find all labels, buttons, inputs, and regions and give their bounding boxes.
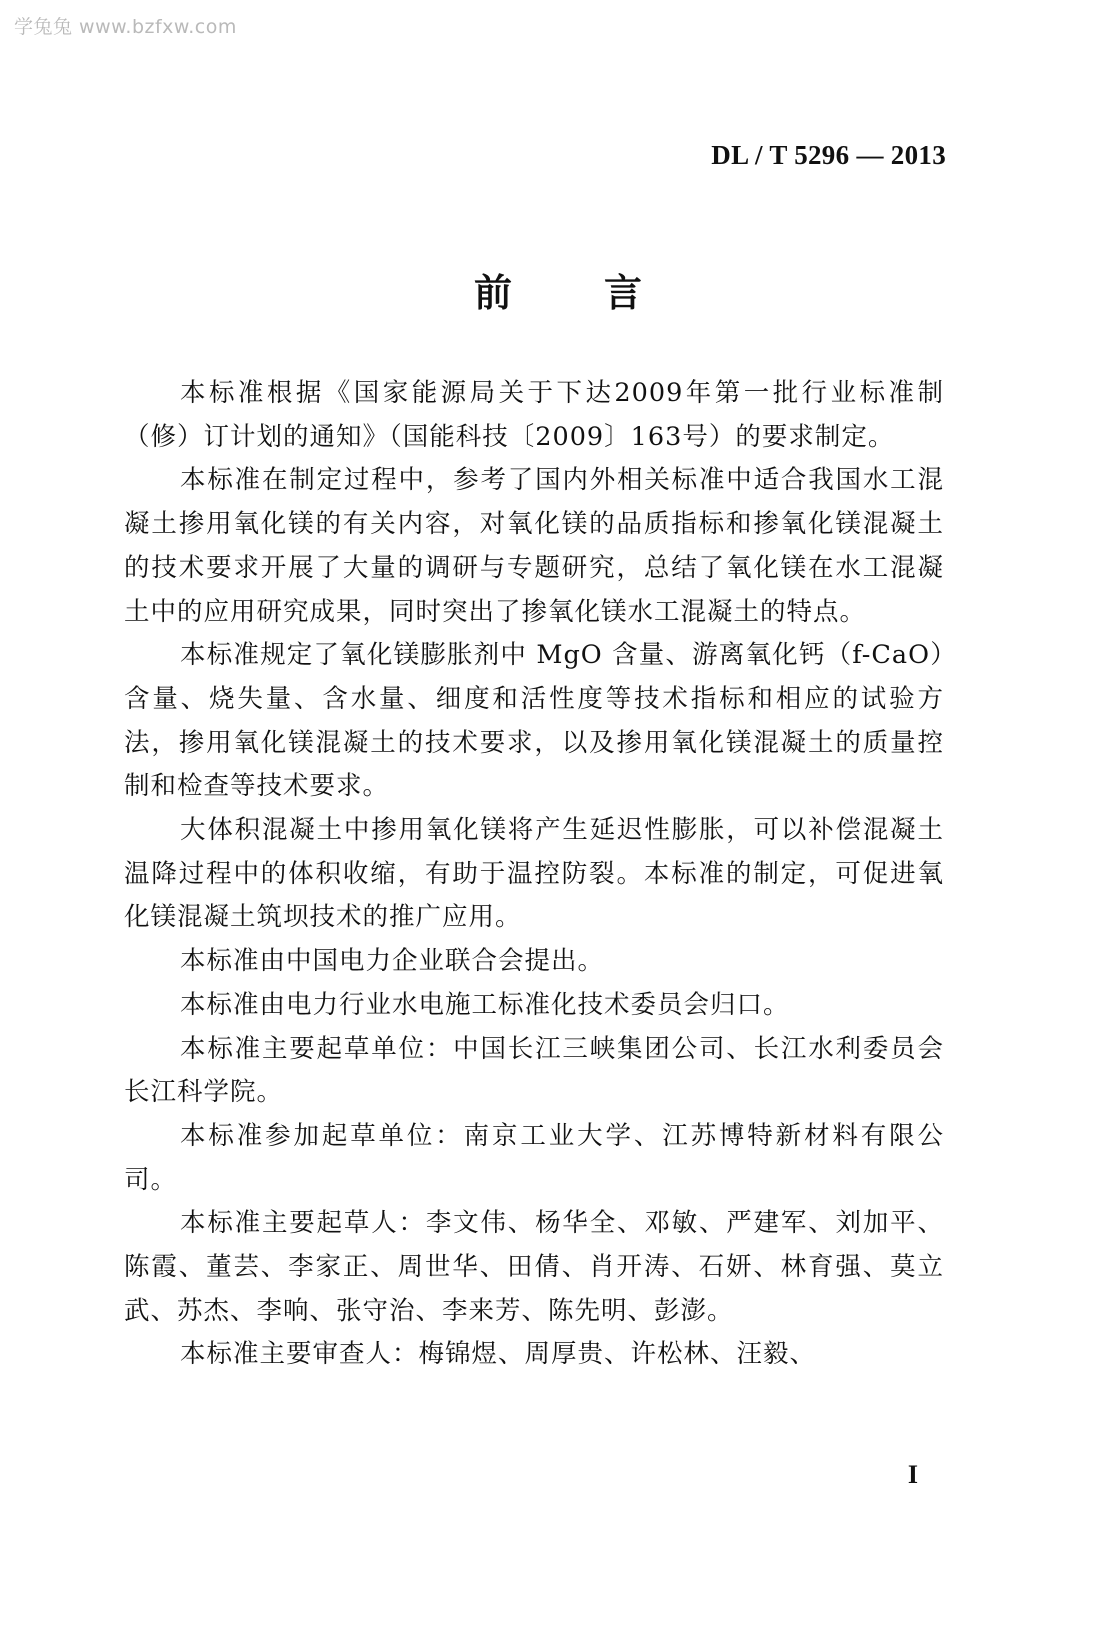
paragraph-main-drafting-units: 本标准主要起草单位：中国长江三峡集团公司、长江水利委员会长江科学院。 xyxy=(124,1033,944,1108)
page-title-char-2: 言 xyxy=(604,271,643,315)
paragraph-main-drafters: 本标准主要起草人：李文伟、杨华全、邓敏、严建军、刘加平、陈霞、董芸、李家正、周世华、田倩、肖开涛、石妍、林育强、莫立武、苏杰、李响、张守治、李来芳、陈先明、彭澎。 xyxy=(124,1208,944,1326)
paragraph-basis: 本标准根据《国家能源局关于下达2009年第一批行业标准制（修）订计划的通知》（国能科技〔2009〕163号）的要求制定。 xyxy=(124,378,944,452)
paragraph-scope: 本标准规定了氧化镁膨胀剂中 MgO 含量、游离氧化钙（f-CaO）含量、烧失量、含水量、细度和活性度等技术指标和相应的试验方法，掺用氧化镁混凝土的技术要求，以及掺用氧化镁混凝土的质量控制和检查等技术要求。 xyxy=(124,640,944,802)
document-code: DL / T 5296 — 2013 xyxy=(711,140,946,170)
paragraph-benefit: 大体积混凝土中掺用氧化镁将产生延迟性膨胀，可以补偿混凝土温降过程中的体积收缩，有助于温控防裂。本标准的制定，可促进氧化镁混凝土筑坝技术的推广应用。 xyxy=(124,815,944,933)
page-title xyxy=(0,262,1116,317)
paragraph-committee: 本标准由电力行业水电施工标准化技术委员会归口。 xyxy=(180,989,790,1020)
watermark-text: 学兔兔 www.bzfxw.com xyxy=(14,16,237,38)
paragraph-process: 本标准在制定过程中，参考了国内外相关标准中适合我国水工混凝土掺用氧化镁的有关内容，对氧化镁的品质指标和掺氧化镁混凝土的技术要求开展了大量的调研与专题研究，总结了氧化镁在水工混凝土中的应用研究成果，同时突出了掺氧化镁水工混凝土的特点。 xyxy=(124,465,944,627)
paragraph-participating-units: 本标准参加起草单位：南京工业大学、江苏博特新材料有限公司。 xyxy=(124,1120,944,1195)
paragraph-main-reviewers: 本标准主要审查人：梅锦煜、周厚贵、许松林、汪毅、 xyxy=(180,1339,817,1370)
paragraph-proposer: 本标准由中国电力企业联合会提出。 xyxy=(180,946,605,977)
page-number: I xyxy=(907,1460,918,1489)
page-title-char-1: 前 xyxy=(473,271,512,315)
foreword-body xyxy=(124,372,944,1377)
